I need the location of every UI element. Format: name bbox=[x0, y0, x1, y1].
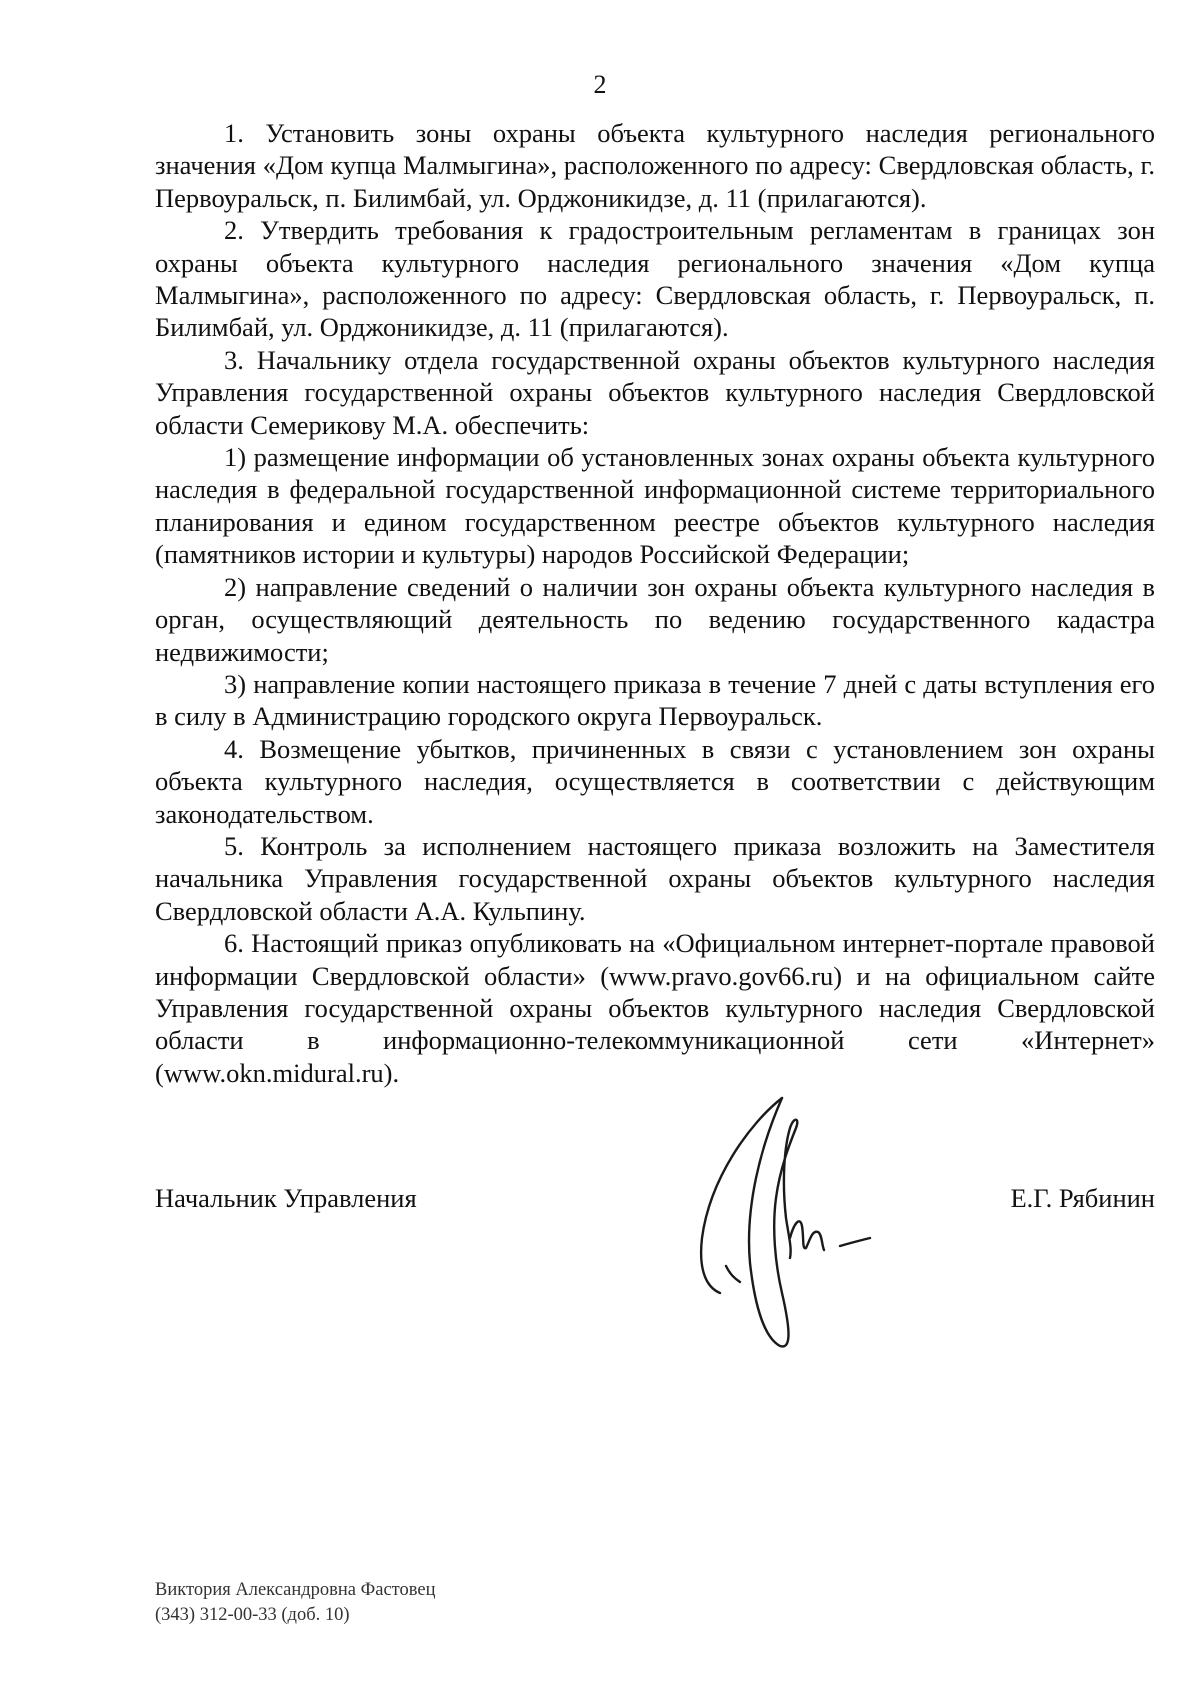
executor-name: Виктория Александровна Фастовец bbox=[155, 1580, 436, 1600]
paragraph-subitem-1: 1) размещение информации об установленных зонах охраны объекта культурного наследия в федеральной государственной информационной системе территориального планирования и едином государственном реестре объектов культурного наследия (памятников истории и культуры) народов Российской Федерации; bbox=[155, 442, 1155, 570]
paragraph-subitem-2: 2) направление сведений о наличии зон охраны объекта культурного наследия в орган, осуществляющий деятельность по ведению государственного кадастра недвижимости; bbox=[155, 571, 1155, 667]
paragraph-item-1: 1. Установить зоны охраны объекта культурного наследия регионального значения «Дом купца Малмыгина», расположенного по адресу: Свердловская область, г. Первоуральск, п. Билимбай, ул. Орджоникидзе, д. 11 (прилагаются). bbox=[155, 118, 1155, 213]
executor-info bbox=[155, 1578, 436, 1628]
paragraph-item-6: 6. Настоящий приказ опубликовать на «Официальном интернет-портале правовой информации Свердловской области» (www.pravo.gov66.ru) и на официальном сайте Управления государственной охраны объектов культурного наследия Свердловской области в информационно-телекоммуникационной сети «Интернет» (www.okn.midural.ru). bbox=[155, 928, 1155, 1088]
handwritten-signature bbox=[690, 1088, 910, 1358]
paragraph-item-2: 2. Утвердить требования к градостроительным регламентам в границах зон охраны объекта культурного наследия регионального значения «Дом купца Малмыгина», расположенного по адресу: Свердловская область, г. Первоуральск, п. Билимбай, ул. Орджоникидзе, д. 11 (прилагаются). bbox=[155, 215, 1155, 343]
signature-block bbox=[155, 1183, 1155, 1223]
page-number: 2 bbox=[593, 70, 607, 99]
paragraph-item-3: 3. Начальнику отдела государственной охраны объектов культурного наследия Управления государственной охраны объектов культурного наследия Свердловской области Семерикову М.А. обеспечить: bbox=[155, 344, 1155, 440]
signatory-name: Е.Г. Рябинин bbox=[1010, 1183, 1155, 1213]
signatory-position: Начальник Управления bbox=[155, 1183, 417, 1213]
executor-phone: (343) 312-00-33 (доб. 10) bbox=[155, 1605, 350, 1625]
paragraph-item-4: 4. Возмещение убытков, причиненных в связи с установлением зон охраны объекта культурного наследия, осуществляется в соответствии с действующим законодательством. bbox=[155, 733, 1155, 829]
document-body bbox=[155, 117, 1155, 1089]
paragraph-subitem-3: 3) направление копии настоящего приказа в течение 7 дней с даты вступления его в силу в Администрацию городского округа Первоуральск. bbox=[155, 668, 1155, 732]
paragraph-item-5: 5. Контроль за исполнением настоящего приказа возложить на Заместителя начальника Управления государственной охраны объектов культурного наследия Свердловской области А.А. Кульпину. bbox=[155, 830, 1155, 926]
